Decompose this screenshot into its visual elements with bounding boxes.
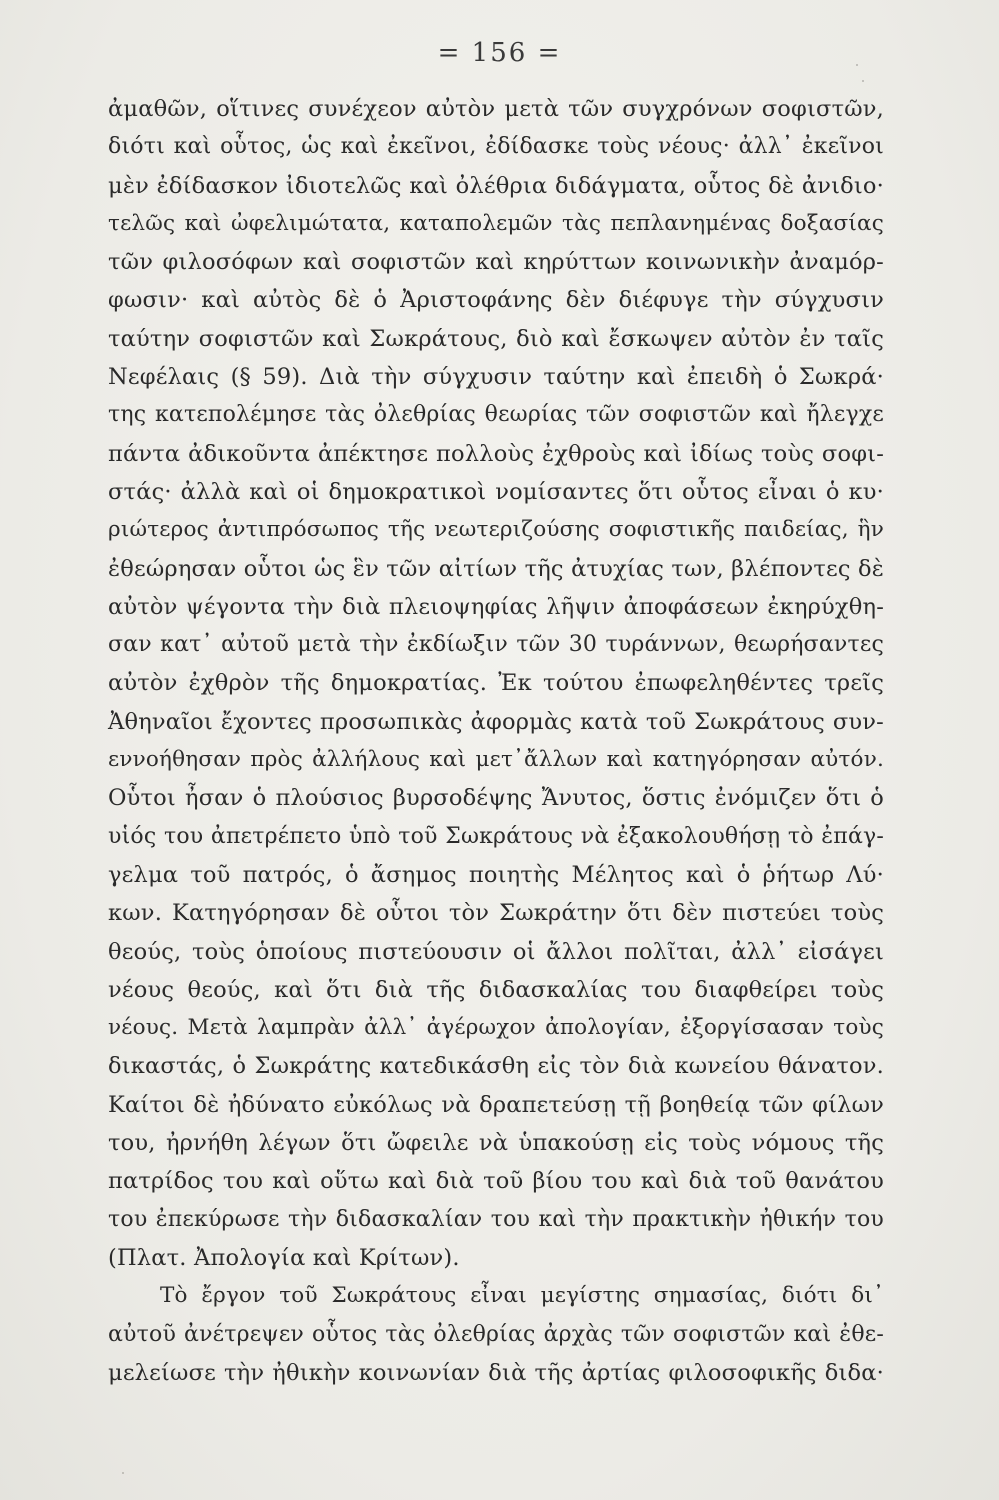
text-line: θεούς, τοὺς ὁποίους πιστεύουσιν οἱ ἄλλοι πολῖται, ἀλλ᾽ εἰσάγει bbox=[108, 938, 884, 965]
text-line: δικαστάς, ὁ Σωκράτης κατεδικάσθη εἰς τὸν διὰ κωνείου θάνατον. bbox=[108, 1053, 884, 1080]
body-text bbox=[108, 90, 884, 1392]
text-line: Νεφέλαις (§ 59). Διὰ τὴν σύγχυσιν ταύτην καὶ ἐπειδὴ ὁ Σωκρά· bbox=[108, 364, 884, 391]
text-line: τῶν φιλοσόφων καὶ σοφιστῶν καὶ κηρύττων κοινωνικὴν ἀναμόρ- bbox=[108, 249, 884, 276]
text-line: υἱός του ἀπετρέπετο ὑπὸ τοῦ Σωκράτους νὰ ἐξακολουθήσῃ τὸ ἐπάγ- bbox=[108, 823, 884, 849]
text-line: γελμα τοῦ πατρός, ὁ ἄσημος ποιητὴς Μέλητος καὶ ὁ ῥήτωρ Λύ· bbox=[108, 861, 884, 888]
text-line: διότι καὶ οὗτος, ὡς καὶ ἐκεῖνοι, ἐδίδασκε τοὺς νέους· ἀλλ᾽ ἐκεῖνοι bbox=[108, 134, 884, 160]
text-line: του, ἠρνήθη λέγων ὅτι ὤφειλε νὰ ὑπακούσῃ εἰς τοὺς νόμους τῆς bbox=[108, 1130, 884, 1157]
text-line: πάντα ἀδικοῦντα ἀπέκτησε πολλοὺς ἐχθροὺς καὶ ἰδίως τοὺς σοφι- bbox=[108, 440, 884, 467]
text-line: νέους θεούς, καὶ ὅτι διὰ τῆς διδασκαλίας του διαφθείρει τοὺς bbox=[108, 976, 884, 1003]
text-line: τελῶς καὶ ὠφελιμώτατα, καταπολεμῶν τὰς πεπλανημένας δοξασίας bbox=[108, 210, 884, 236]
text-line: (Πλατ. Ἀπολογία καὶ Κρίτων). bbox=[108, 1244, 460, 1271]
paper-speck bbox=[856, 64, 858, 66]
text-line: σαν κατ᾽ αὐτοῦ μετὰ τὴν ἐκδίωξιν τῶν 30 τυράννων, θεωρήσαντες bbox=[108, 632, 884, 658]
text-line: μὲν ἐδίδασκον ἰδιοτελῶς καὶ ὀλέθρια διδάγματα, οὗτος δὲ ἀνιδιο· bbox=[108, 172, 884, 199]
text-line: ριώτερος ἀντιπρόσωπος τῆς νεωτεριζούσης σοφιστικῆς παιδείας, ἣν bbox=[108, 517, 884, 543]
text-line: του ἐπεκύρωσε τὴν διδασκαλίαν του καὶ τὴν πρακτικὴν ἠθικήν του bbox=[108, 1206, 884, 1232]
text-line: πατρίδος του καὶ οὕτω καὶ διὰ τοῦ βίου του καὶ διὰ τοῦ θανάτου bbox=[108, 1168, 884, 1195]
text-line: αὐτὸν ἐχθρὸν τῆς δημοκρατίας. Ἐκ τούτου ἐπωφεληθέντες τρεῖς bbox=[108, 670, 884, 697]
text-line: μελείωσε τὴν ἠθικὴν κοινωνίαν διὰ τῆς ἀρτίας φιλοσοφικῆς διδα· bbox=[108, 1359, 884, 1386]
page-number: = 156 = bbox=[437, 38, 562, 68]
text-line: φωσιν· καὶ αὐτὸς δὲ ὁ Ἀριστοφάνης δὲν διέφυγε τὴν σύγχυσιν bbox=[108, 287, 884, 314]
text-line: ἐθεώρησαν οὗτοι ὡς ἓν τῶν αἰτίων τῆς ἀτυχίας των, βλέποντες δὲ bbox=[108, 555, 884, 582]
text-line: στάς· ἀλλὰ καὶ οἱ δημοκρατικοὶ νομίσαντες ὅτι οὗτος εἶναι ὁ κυ· bbox=[108, 478, 884, 505]
text-line: ἀμαθῶν, οἵτινες συνέχεον αὐτὸν μετὰ τῶν συγχρόνων σοφιστῶν, bbox=[108, 96, 884, 122]
paper-speck bbox=[862, 80, 864, 82]
text-line: Τὸ ἔργον τοῦ Σωκράτους εἶναι μεγίστης σημασίας, διότι δι᾽ bbox=[160, 1283, 884, 1309]
text-line: Καίτοι δὲ ἠδύνατο εὐκόλως νὰ δραπετεύσῃ τῇ βοηθείᾳ τῶν φίλων bbox=[108, 1091, 884, 1118]
text-line: εννοήθησαν πρὸς ἀλλήλους καὶ μετ᾽ἄλλων καὶ κατηγόρησαν αὐτόν. bbox=[108, 747, 884, 773]
text-line: νέους. Μετὰ λαμπρὰν ἀλλ᾽ ἀγέρωχον ἀπολογίαν, ἐξοργίσασαν τοὺς bbox=[108, 1015, 884, 1041]
text-line: αὐτοῦ ἀνέτρεψεν οὗτος τὰς ὀλεθρίας ἀρχὰς τῶν σοφιστῶν καὶ ἐθε- bbox=[108, 1321, 884, 1347]
text-line: κων. Κατηγόρησαν δὲ οὗτοι τὸν Σωκράτην ὅτι δὲν πιστεύει τοὺς bbox=[108, 900, 884, 927]
text-line: αὐτὸν ψέγοντα τὴν διὰ πλειοψηφίας λῆψιν ἀποφάσεων ἐκηρύχθη- bbox=[108, 593, 884, 620]
text-line: της κατεπολέμησε τὰς ὀλεθρίας θεωρίας τῶν σοφιστῶν καὶ ἤλεγχε bbox=[108, 402, 884, 428]
text-line: ταύτην σοφιστῶν καὶ Σωκράτους, διὸ καὶ ἔσκωψεν αὐτὸν ἐν ταῖς bbox=[108, 325, 884, 352]
text-line: Ἀθηναῖοι ἔχοντες προσωπικὰς ἀφορμὰς κατὰ τοῦ Σωκράτους συν- bbox=[108, 708, 884, 735]
text-line: Οὗτοι ἦσαν ὁ πλούσιος βυρσοδέψης Ἄνυτος, ὅστις ἐνόμιζεν ὅτι ὁ bbox=[108, 785, 884, 812]
paper-speck bbox=[122, 1472, 124, 1474]
